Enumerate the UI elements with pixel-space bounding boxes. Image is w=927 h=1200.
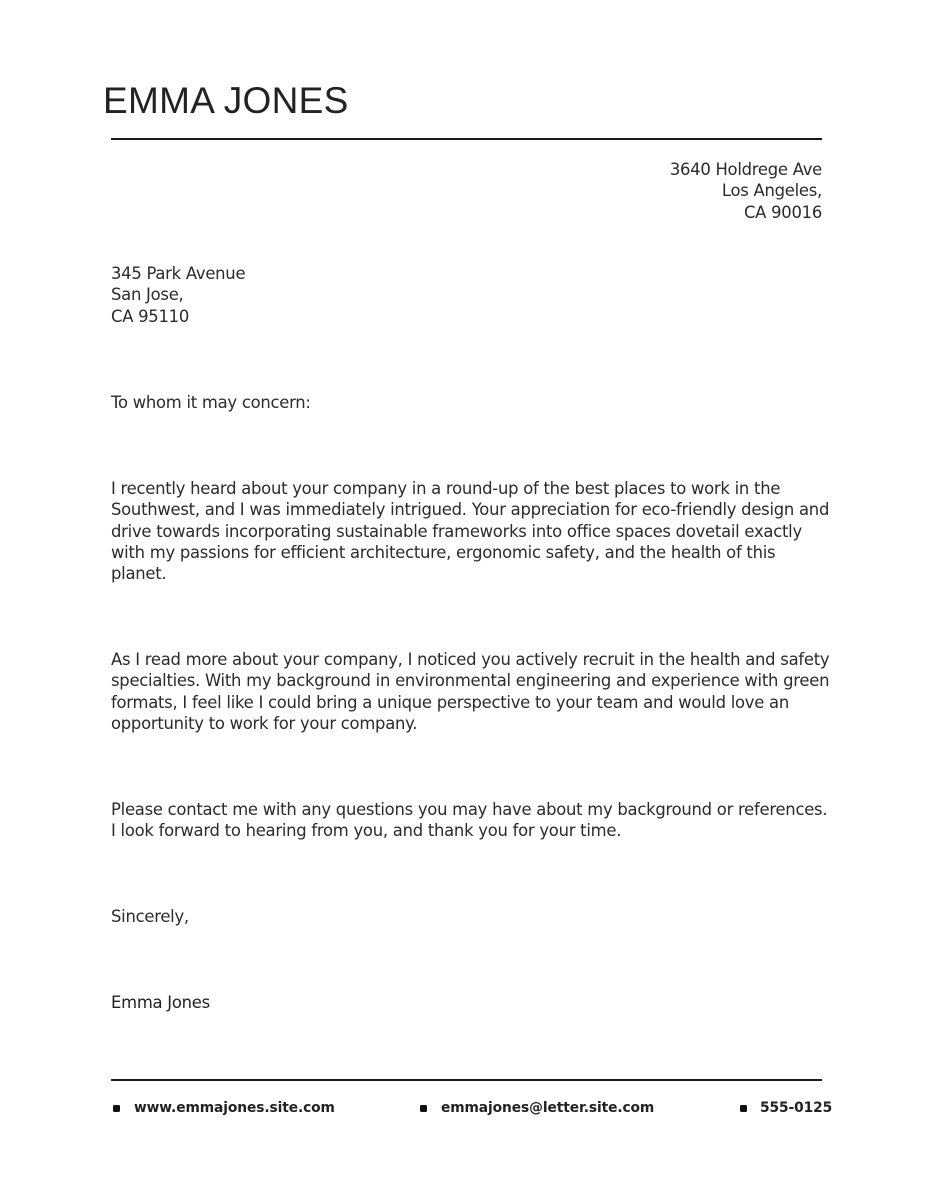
body-paragraph-2: As I read more about your company, I noticed you actively recruit in the health and safety specialties. With my background in environmental engineering and experience with green formats, I feel like I could bring a unique perspective to your team and would love an opportunity to work for your company. xyxy=(111,650,830,733)
email-link[interactable]: emmajones@letter.site.com xyxy=(441,1100,655,1116)
sender-address-line: Los Angeles, xyxy=(721,181,822,201)
footer-divider xyxy=(111,1079,822,1081)
square-bullet-icon xyxy=(740,1105,747,1112)
applicant-name-heading: EMMA JONES xyxy=(103,80,349,121)
body-paragraph-3: Please contact me with any questions you may have about my background or references. I look forward to hearing from you, and thank you for your time. xyxy=(111,800,828,841)
sender-address-line: CA 90016 xyxy=(743,202,822,222)
square-bullet-icon xyxy=(420,1105,427,1112)
signature: Emma Jones xyxy=(111,993,210,1012)
header-divider xyxy=(111,138,822,140)
recipient-address-line: CA 95110 xyxy=(111,306,190,326)
sender-address-line: 3640 Holdrege Ave xyxy=(669,160,822,179)
body-paragraph-1: I recently heard about your company in a round-up of the best places to work in the Southwest, and I was immediately intrigued. Your appreciation for eco-friendly design and drive towards incorporating sustainable frameworks into office spaces dovetail exactly with my passions for efficient architecture, ergonomic safety, and the health of this planet. xyxy=(111,479,830,584)
salutation: To whom it may concern: xyxy=(111,393,311,412)
footer-phone xyxy=(740,1100,832,1116)
footer-email xyxy=(420,1100,654,1116)
closing: Sincerely, xyxy=(111,907,189,926)
sender-address xyxy=(670,159,822,223)
square-bullet-icon xyxy=(113,1105,120,1112)
recipient-address-line: 345 Park Avenue xyxy=(111,264,246,283)
recipient-address-line: San Jose, xyxy=(111,285,184,305)
recipient-address xyxy=(111,263,245,327)
footer-website xyxy=(113,1100,335,1116)
phone-number: 555-0125 xyxy=(760,1100,833,1116)
website-link[interactable]: www.emmajones.site.com xyxy=(134,1100,335,1116)
